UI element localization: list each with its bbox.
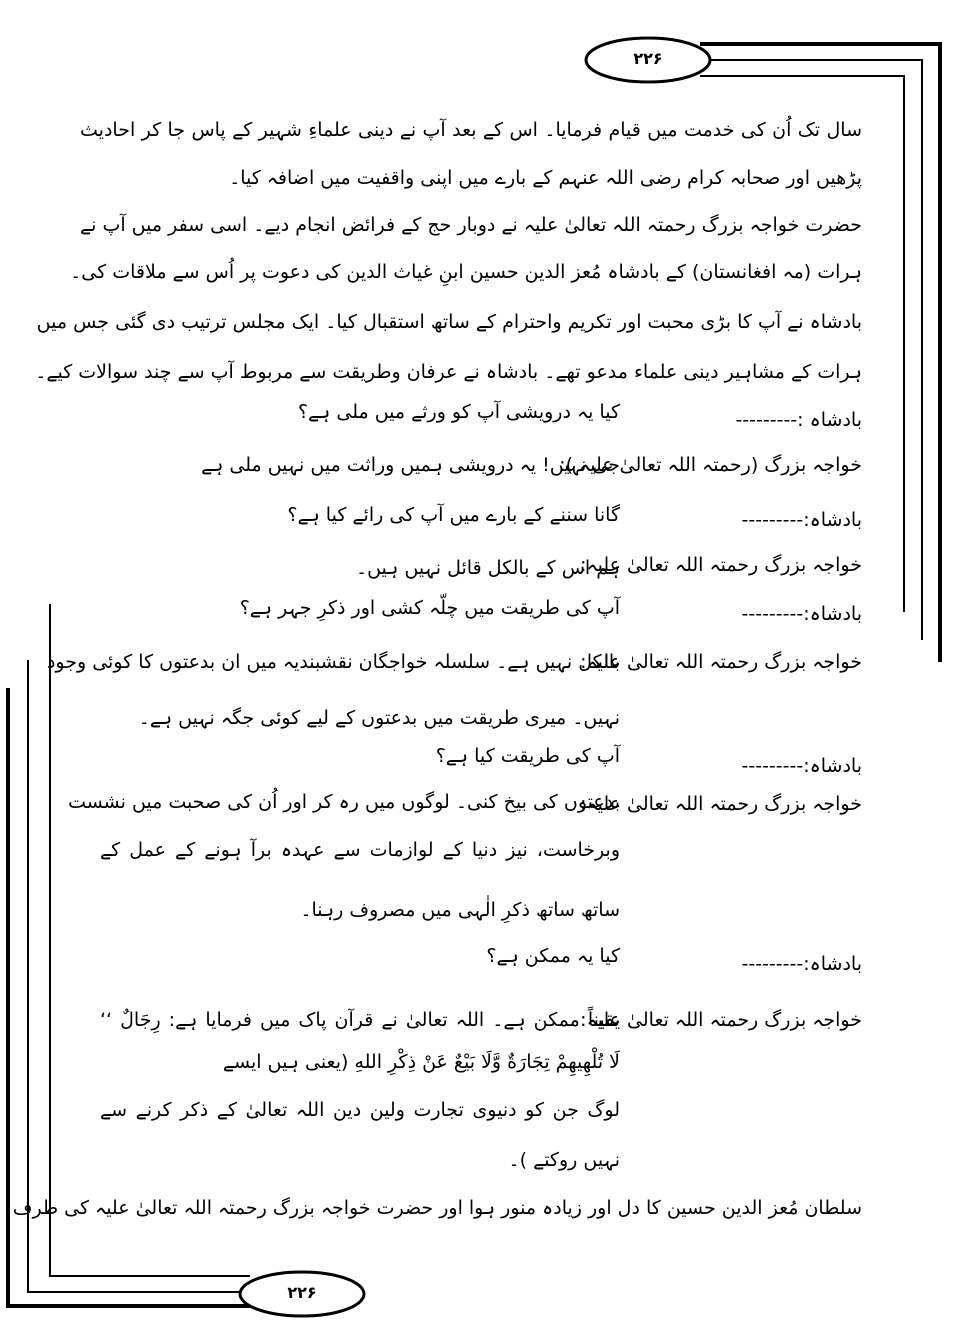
dialogue-text: نہیں۔ میری طریقت میں بدعتوں کے لیے کوئی جگہ نہیں ہے۔ (138, 707, 620, 729)
paragraph-line: ہرات (مہ افغانستان) کے بادشاہ مُعز الدین حسین ابنِ غیاث الدین کی دعوت پر اُس سے ملاقات کی۔ (70, 261, 862, 283)
paragraph-line: حضرت خواجہ بزرگ رحمتہ اللہ تعالیٰ علیہ نے دوبار حج کے فرائض انجام دیے۔ اسی سفر میں آپ نے (80, 214, 862, 236)
dialogue-text: یقیناً ممکن ہے۔ اللہ تعالیٰ نے قرآن پاک میں فرمایا ہے: رِجَالٌ ‘‘ (100, 1009, 620, 1031)
dialogue-speaker: خواجہ بزرگ (رحمتہ اللہ تعالیٰ علیہ ): (559, 454, 862, 476)
dialogue-text: لَا تُلْهِيهِمْ تِجَارَةٌ وَّلَا بَيْعٌ عَنْ ذِكْرِ اللهِ (یعنی ہیں ایسے (222, 1051, 620, 1073)
dialogue-text: کیا یہ ممکن ہے؟ (486, 945, 620, 967)
dialogue-speaker: خواجہ بزرگ رحمتہ اللہ تعالیٰ علیہ: (580, 1009, 862, 1031)
dialogue-text: نہیں روکتے )۔ (508, 1149, 620, 1171)
dialogue-text: بالکل نہیں ہے۔ سلسلہ خواجگان نقشبندیہ میں ان بدعتوں کا کوئی وجود (46, 651, 620, 673)
page-number-bottom: ۲۲۶ (287, 1283, 317, 1302)
dialogue-text: کیا یہ درویشی آپ کو ورثے میں ملی ہے؟ (297, 401, 620, 423)
dialogue-text: جی نہیں! یہ درویشی ہمیں وراثت میں نہیں ملی ہے (201, 454, 620, 476)
dialogue-text: آپ کی طریقت میں چلّہ کشی اور ذکرِ جہر ہے؟ (239, 597, 620, 619)
dialogue-speaker: خواجہ بزرگ رحمتہ اللہ تعالیٰ علیہ: (580, 651, 862, 673)
dialogue-text: وبرخاست، نیز دنیا کے لوازمات سے عہدہ برآ ہونے کے عمل کے (100, 839, 620, 861)
dialogue-text: گانا سننے کے بارے میں آپ کی رائے کیا ہے؟ (287, 504, 620, 526)
paragraph-line: بادشاہ نے آپ کا بڑی محبت اور تکریم واحترام کے ساتھ استقبال کیا۔ ایک مجلس ترتیب دی گئی جس میں (36, 311, 862, 333)
dialogue-text: ہم اس کے بالکل قائل نہیں ہیں۔ (355, 557, 620, 579)
paragraph-line: ہرات کے مشاہیر دینی علماء مدعو تھے۔ بادشاہ نے عرفان وطریقت سے مربوط آپ سے چند سوالات کیے۔ (35, 361, 862, 383)
paragraph-line: سال تک اُن کی خدمت میں قیام فرمایا۔ اس کے بعد آپ نے دینی علماءِ شہیر کے پاس جا کر احادیث (80, 119, 862, 141)
dialogue-speaker: خواجہ بزرگ رحمتہ اللہ تعالیٰ علیہ: (580, 554, 862, 576)
dialogue-speaker: بادشاہ:--------- (741, 603, 862, 625)
paragraph-line: پڑھیں اور صحابہ کرام رضی اللہ عنہم کے بارے میں اپنی واقفیت میں اضافہ کیا۔ (229, 167, 862, 189)
dialogue-speaker: بادشاہ:--------- (741, 953, 862, 975)
dialogue-speaker: بادشاہ:--------- (741, 755, 862, 777)
dialogue-speaker: بادشاہ :--------- (735, 409, 862, 431)
dialogue-speaker: بادشاہ:--------- (741, 509, 862, 531)
dialogue-text: ساتھ ساتھ ذکرِ الٰہی میں مصروف رہنا۔ (300, 899, 620, 921)
closing-line: سلطان مُعز الدین حسین کا دل اور زیادہ منور ہوا اور حضرت خواجہ بزرگ رحمتہ اللہ تعالیٰ علیہ کی طرف (12, 1197, 862, 1219)
dialogue-text: لوگ جن کو دنیوی تجارت ولین دین اللہ تعالیٰ کے ذکر کرنے سے (100, 1099, 620, 1121)
dialogue-text: بدعتوں کی بیخ کنی۔ لوگوں میں رہ کر اور اُن کی صحبت میں نشست (68, 791, 620, 813)
page-number-top: ۲۲۶ (633, 49, 663, 68)
dialogue-text: آپ کی طریقت کیا ہے؟ (435, 745, 620, 767)
dialogue-speaker: خواجہ بزرگ رحمتہ اللہ تعالیٰ علیہ: (580, 793, 862, 815)
